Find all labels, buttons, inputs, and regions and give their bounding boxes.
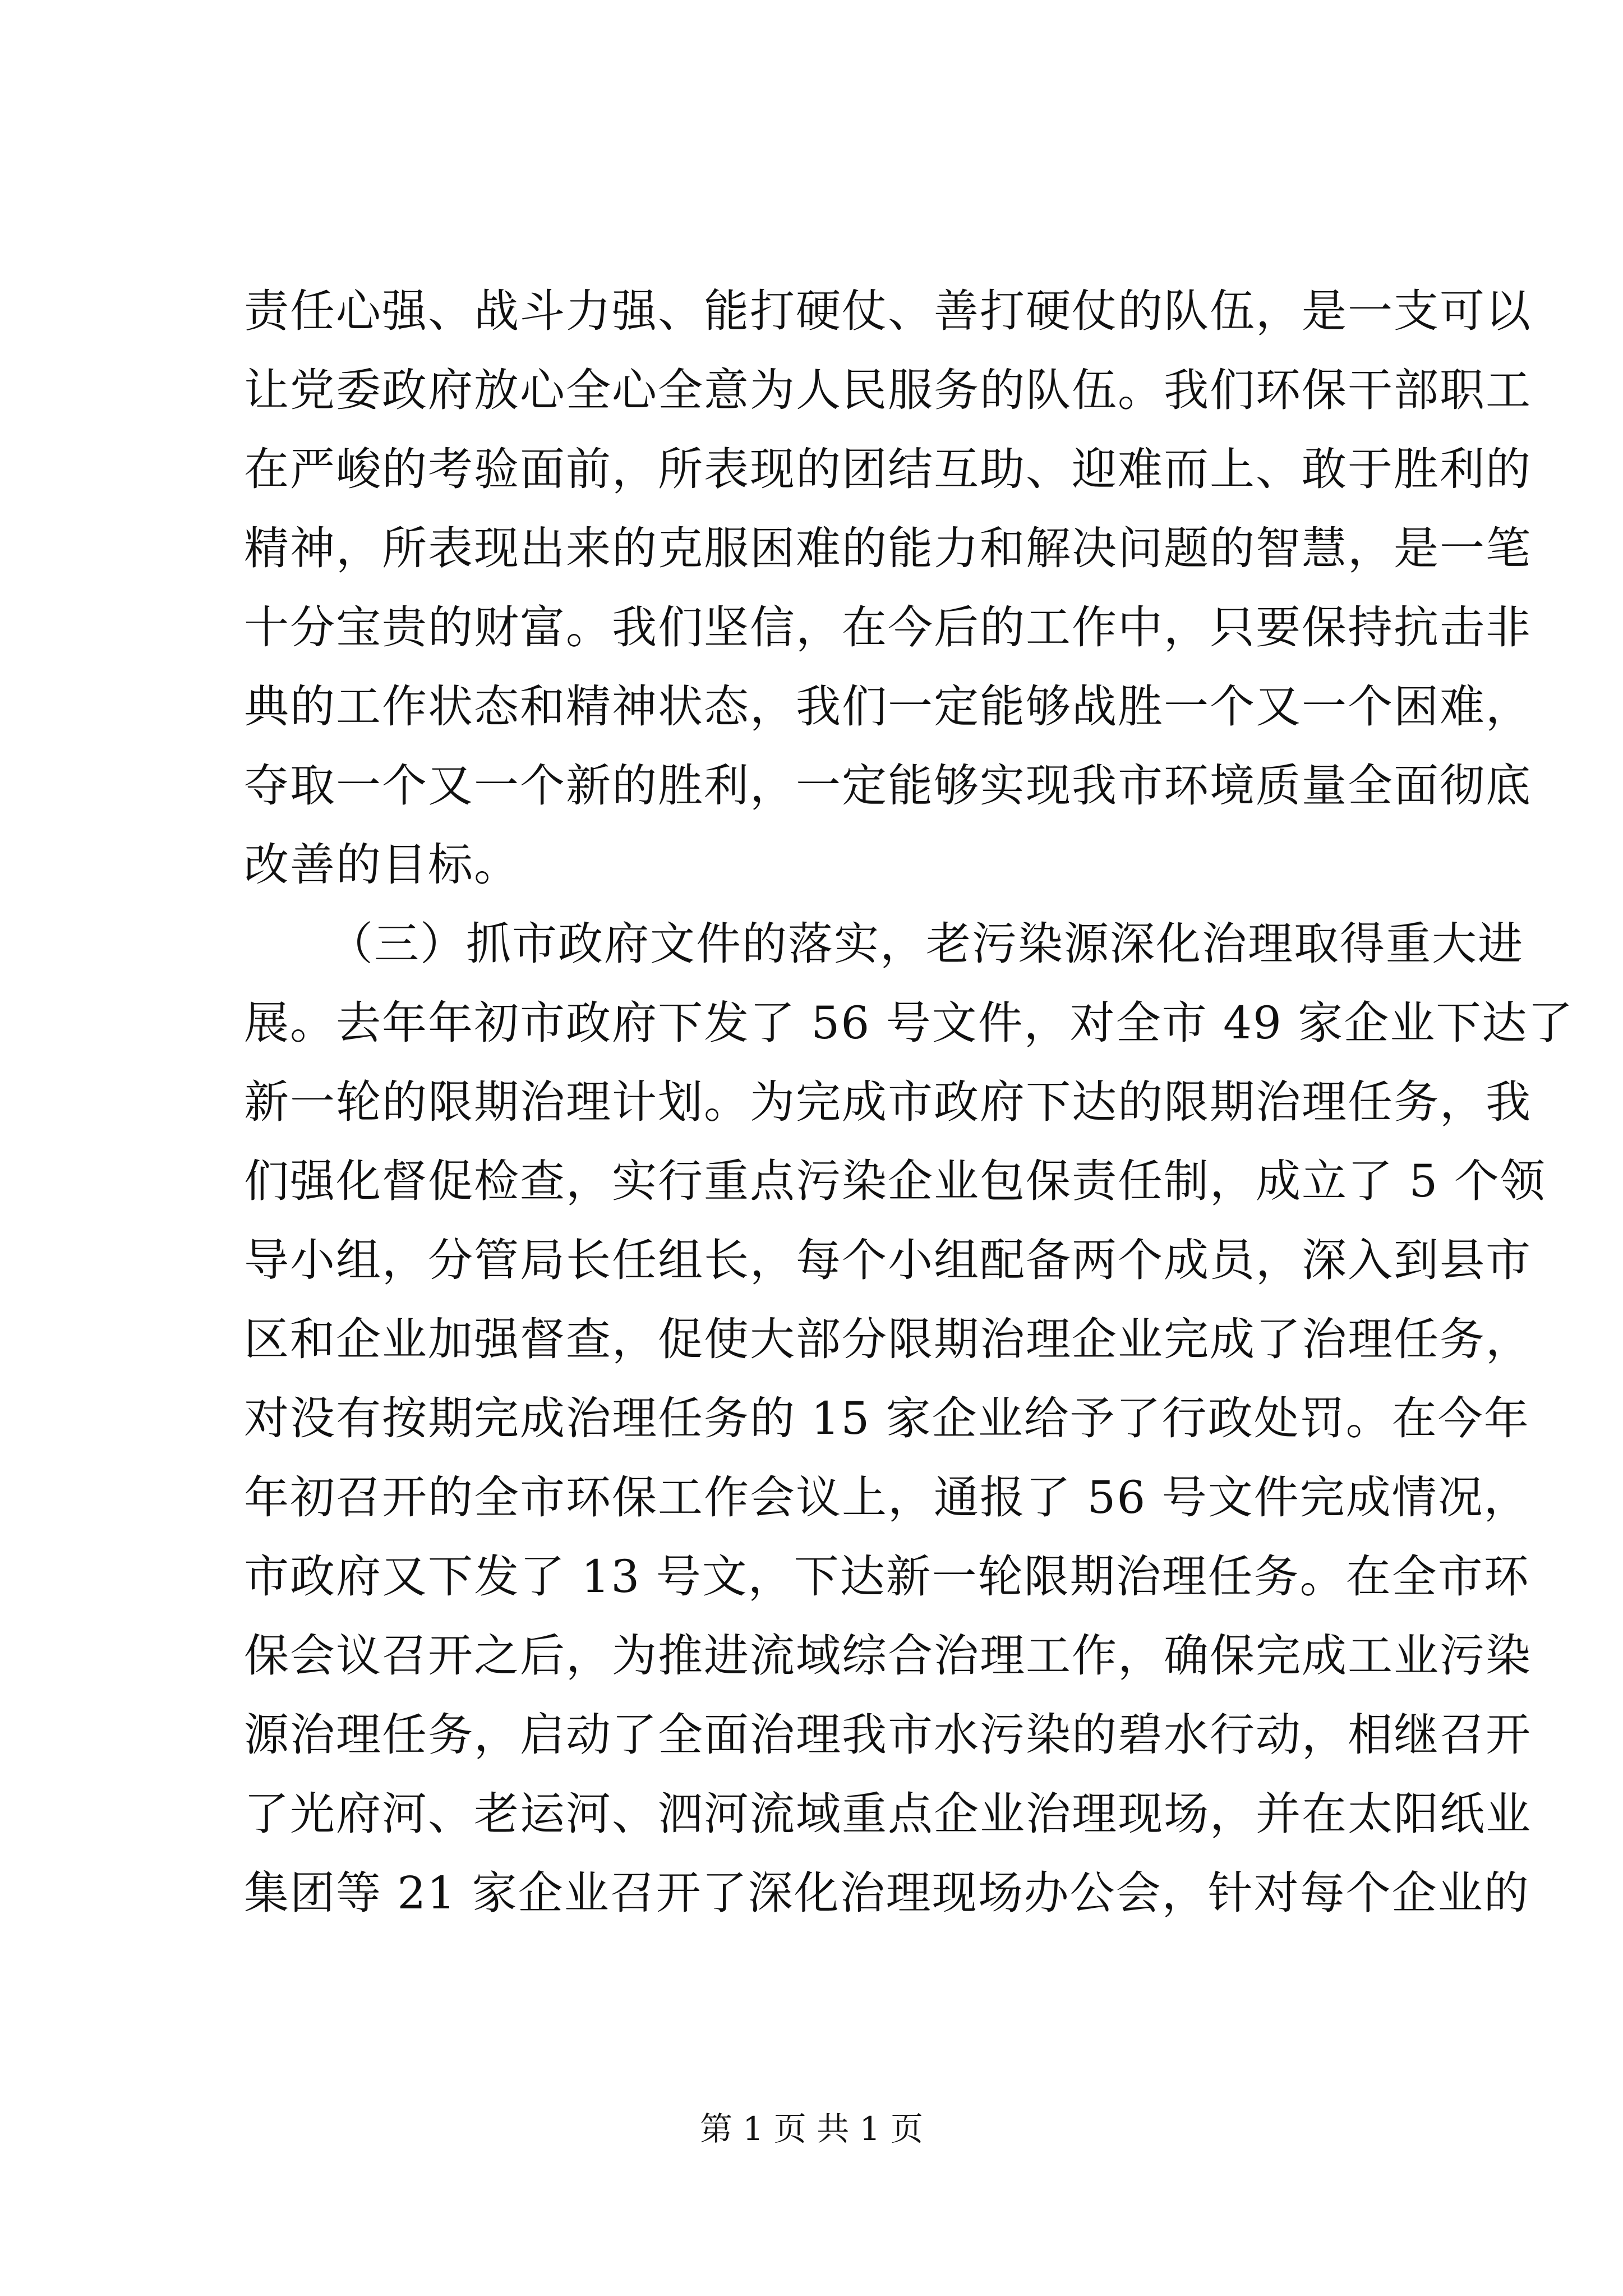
text-line: 改善的目标。 bbox=[244, 839, 520, 891]
text-line: 让党委政府放心全心全意为人民服务的队伍。我们环保干部职工 bbox=[244, 364, 1532, 416]
text-line: 新一轮的限期治理计划。为完成市政府下达的限期治理任务，我 bbox=[244, 1076, 1532, 1128]
text-line: 责任心强、战斗力强、能打硬仗、善打硬仗的队伍，是一支可以 bbox=[244, 285, 1532, 337]
page-footer bbox=[0, 2106, 1623, 2151]
text-line: 典的工作状态和精神状态，我们一定能够战胜一个又一个困难， bbox=[244, 680, 1532, 733]
section-heading-line: （三）抓市政府文件的落实，老污染源深化治理取得重大进 bbox=[328, 918, 1524, 970]
text-line: 十分宝贵的财富。我们坚信，在今后的工作中，只要保持抗击非 bbox=[244, 601, 1532, 654]
text-line: 市政府又下发了 13 号文，下达新一轮限期治理任务。在全市环 bbox=[244, 1550, 1530, 1603]
text-line: 夺取一个又一个新的胜利，一定能够实现我市环境质量全面彻底 bbox=[244, 760, 1532, 812]
text-line: 年初召开的全市环保工作会议上，通报了 56 号文件完成情况， bbox=[244, 1471, 1530, 1524]
text-line: 集团等 21 家企业召开了深化治理现场办公会，针对每个企业的 bbox=[244, 1867, 1530, 1919]
text-line: 对没有按期完成治理任务的 15 家企业给予了行政处罚。在今年 bbox=[244, 1392, 1530, 1444]
text-line: 区和企业加强督查，促使大部分限期治理企业完成了治理任务， bbox=[244, 1313, 1532, 1365]
text-line: 精神，所表现出来的克服困难的能力和解决问题的智慧，是一笔 bbox=[244, 522, 1532, 574]
text-line: 在严峻的考验面前，所表现的团结互助、迎难而上、敢于胜利的 bbox=[244, 443, 1532, 495]
text-line: 展。去年年初市政府下发了 56 号文件，对全市 49 家企业下达了 bbox=[244, 997, 1574, 1049]
text-line: 保会议召开之后，为推进流域综合治理工作，确保完成工业污染 bbox=[244, 1630, 1532, 1682]
page-number-label: 第 1 页 共 1 页 bbox=[700, 2110, 923, 2148]
text-line: 导小组，分管局长任组长，每个小组配备两个成员，深入到县市 bbox=[244, 1234, 1532, 1286]
text-line: 源治理任务，启动了全面治理我市水污染的碧水行动，相继召开 bbox=[244, 1709, 1532, 1761]
text-line: 们强化督促检查，实行重点污染企业包保责任制，成立了 5 个领 bbox=[244, 1155, 1546, 1207]
text-line: 了光府河、老运河、泗河流域重点企业治理现场，并在太阳纸业 bbox=[244, 1788, 1532, 1840]
